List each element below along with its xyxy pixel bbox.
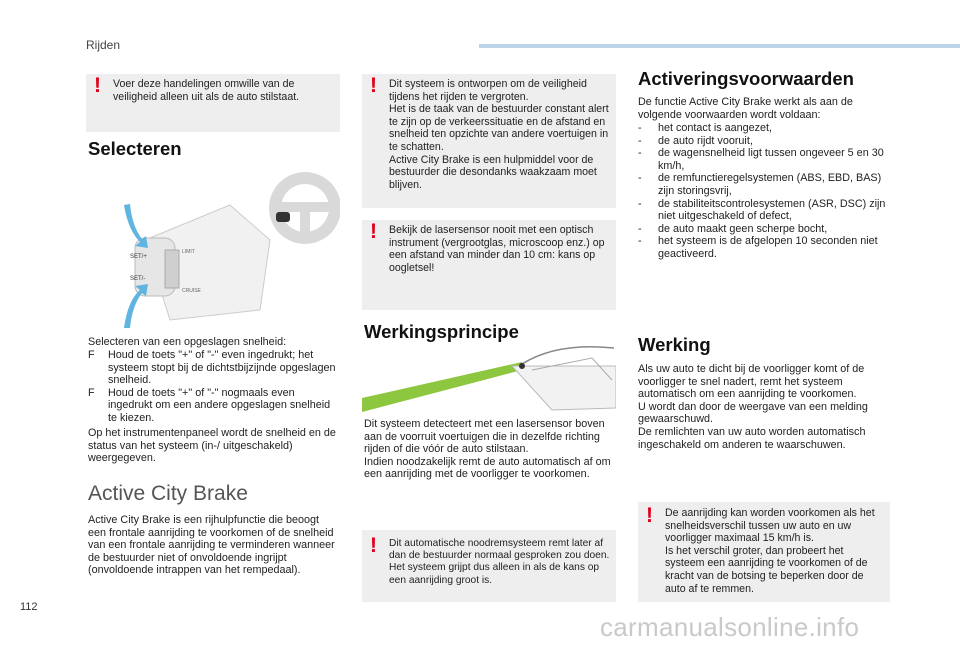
warning-icon: ! bbox=[370, 220, 377, 243]
step-marker: F bbox=[88, 386, 95, 399]
warning-box-laser bbox=[362, 220, 616, 310]
section-title-activering: Activeringsvoorwaarden bbox=[638, 68, 854, 89]
step-marker: F bbox=[88, 349, 95, 361]
section-title-werking: Werking bbox=[638, 334, 711, 355]
steering-wheel-icon bbox=[269, 172, 340, 244]
werking-text: Als uw auto te dicht bij de voorligger komt of de voorligger te snel nadert, remt het systeem automatisch om een aanrijding te voorkomen. U wordt dan door de weergave van een melding gewaarschuwd. De remlichten van uw auto worden automatisch ingeschakeld om anderen te waarschuwen. bbox=[638, 363, 868, 451]
condition-text: de wagensnelheid ligt tussen ongeveer 5 en 30 km/h, bbox=[658, 147, 884, 172]
activering-conditions bbox=[638, 122, 892, 261]
warning-text: Bekijk de lasersensor nooit met een optisch instrument (vergrootglas, microscoop enz.) op een afstand van minder dan 10 cm: kans op oogletsel! bbox=[389, 224, 605, 274]
list-item: - de remfunctieregelsystemen (ABS, EBD, BAS) zijn storingsvrij, bbox=[638, 172, 882, 197]
warning-icon: ! bbox=[370, 534, 377, 557]
warning-text: De aanrijding kan worden voorkomen als het snelheidsverschil tussen uw auto en uw voorligger maximaal 15 km/h is. Is het verschil groter, dan probeert het systeem een aanrijding te voorkomen of de kracht van de botsing te beperken door de auto af te remmen. bbox=[665, 507, 875, 595]
list-item: - het contact is aangezet, bbox=[638, 122, 773, 134]
selecteren-outro: Op het instrumentenpaneel wordt de snelheid en de status van het systeem (in-/ uitgeschakeld) weergegeven. bbox=[88, 427, 336, 465]
cruise-label: CRUISE bbox=[182, 288, 201, 294]
condition-text: de stabiliteitscontrolesystemen (ASR, DSC) zijn niet uitgeschakeld of defect, bbox=[658, 197, 886, 223]
warning-text: Dit automatische noodremsysteem remt later af dan de bestuurder normaal gesproken zou doen. Het systeem grijpt dus alleen in als de kans op een aanrijding groot is. bbox=[389, 538, 610, 586]
warning-icon: ! bbox=[370, 74, 377, 97]
warning-box-stationary bbox=[86, 74, 340, 132]
arrow-up-icon bbox=[124, 204, 148, 248]
list-item bbox=[88, 387, 340, 425]
selecteren-intro: Selecteren van een opgeslagen snelheid: bbox=[88, 336, 287, 348]
step-text: Houd de toets "+" of "-" even ingedrukt; het systeem stopt bij de dichtstbijzijnde opgeslagen snelheid. bbox=[108, 349, 336, 387]
list-item bbox=[88, 349, 340, 387]
list-item: - de auto rijdt vooruit, bbox=[638, 134, 753, 147]
condition-text: de remfunctieregelsystemen (ABS, EBD, BAS) zijn storingsvrij, bbox=[658, 172, 882, 197]
header-bar bbox=[479, 44, 960, 48]
activering-intro: De functie Active City Brake werkt als aan de volgende voorwaarden wordt voldaan: bbox=[638, 96, 853, 121]
condition-text: het contact is aangezet, bbox=[658, 122, 773, 134]
warning-text: Dit systeem is ontworpen om de veiligheid tijdens het rijden te vergroten. Het is de taak van de bestuurder constant alert te zijn op de verkeerssituatie en de afstand en snelheid ten opzichte van andere voertuigen in te schatten. Active City Brake is een hulpmiddel voor de bestuurder die desondanks waakzaam moet blijven. bbox=[389, 78, 609, 191]
set-minus-label: SET/- bbox=[130, 276, 146, 282]
acb-text: Active City Brake is een rijhulpfunctie die beoogt een frontale aanrijding te voorkomen of de snelheid van een frontale aanrijding te verminderen wanneer de bestuurder niet of onvoldoende ingrijpt (onvoldoende intrappen van het rempedaal). bbox=[88, 514, 335, 577]
warning-text: Voer deze handelingen omwille van de veiligheid alleen uit als de auto stilstaat. bbox=[113, 78, 300, 103]
steering-stalk-illustration bbox=[110, 160, 340, 335]
section-title-selecteren: Selecteren bbox=[88, 138, 182, 159]
condition-text: het systeem is de afgelopen 10 seconden niet geactiveerd. bbox=[658, 235, 878, 260]
werkingsprincipe-text: Dit systeem detecteert met een lasersensor boven aan de voorruit voertuigen die in dezelfde richting rijden of die vóór de auto stilstaan. Indien noodzakelijk remt de auto automatisch af om een aanrijding met de voorligger te voorkomen. bbox=[364, 418, 611, 481]
selecteren-steps bbox=[88, 349, 340, 425]
laser-sensor-illustration bbox=[362, 340, 616, 412]
watermark: carmanualsonline.info bbox=[600, 612, 860, 642]
list-item: - de wagensnelheid ligt tussen ongeveer 5 en 30 km/h, bbox=[638, 147, 884, 172]
limit-label: LIMIT bbox=[182, 249, 195, 255]
warning-icon: ! bbox=[94, 74, 101, 97]
step-text: Houd de toets "+" of "-" nogmaals even ingedrukt om een andere opgeslagen snelheid te kiezen. bbox=[108, 386, 331, 424]
section-title-acb: Active City Brake bbox=[88, 482, 248, 505]
warning-box-emergency bbox=[362, 530, 616, 602]
page-number: 112 bbox=[20, 601, 38, 613]
list-item: - het systeem is de afgelopen 10 seconden niet geactiveerd. bbox=[638, 235, 878, 260]
condition-text: de auto rijdt vooruit, bbox=[658, 134, 753, 147]
condition-text: de auto maakt geen scherpe bocht, bbox=[658, 222, 828, 235]
section-label: Rijden bbox=[86, 38, 121, 52]
list-item: - de auto maakt geen scherpe bocht, bbox=[638, 222, 828, 235]
set-plus-label: SET/+ bbox=[130, 254, 147, 260]
warning-box-speed-difference bbox=[638, 502, 890, 602]
warning-icon: ! bbox=[646, 504, 653, 527]
section-title-werkingsprincipe: Werkingsprincipe bbox=[364, 321, 519, 342]
list-item: - de stabiliteitscontrolesystemen (ASR, DSC) zijn niet uitgeschakeld of defect, bbox=[638, 197, 886, 223]
warning-box-safety bbox=[362, 74, 616, 208]
